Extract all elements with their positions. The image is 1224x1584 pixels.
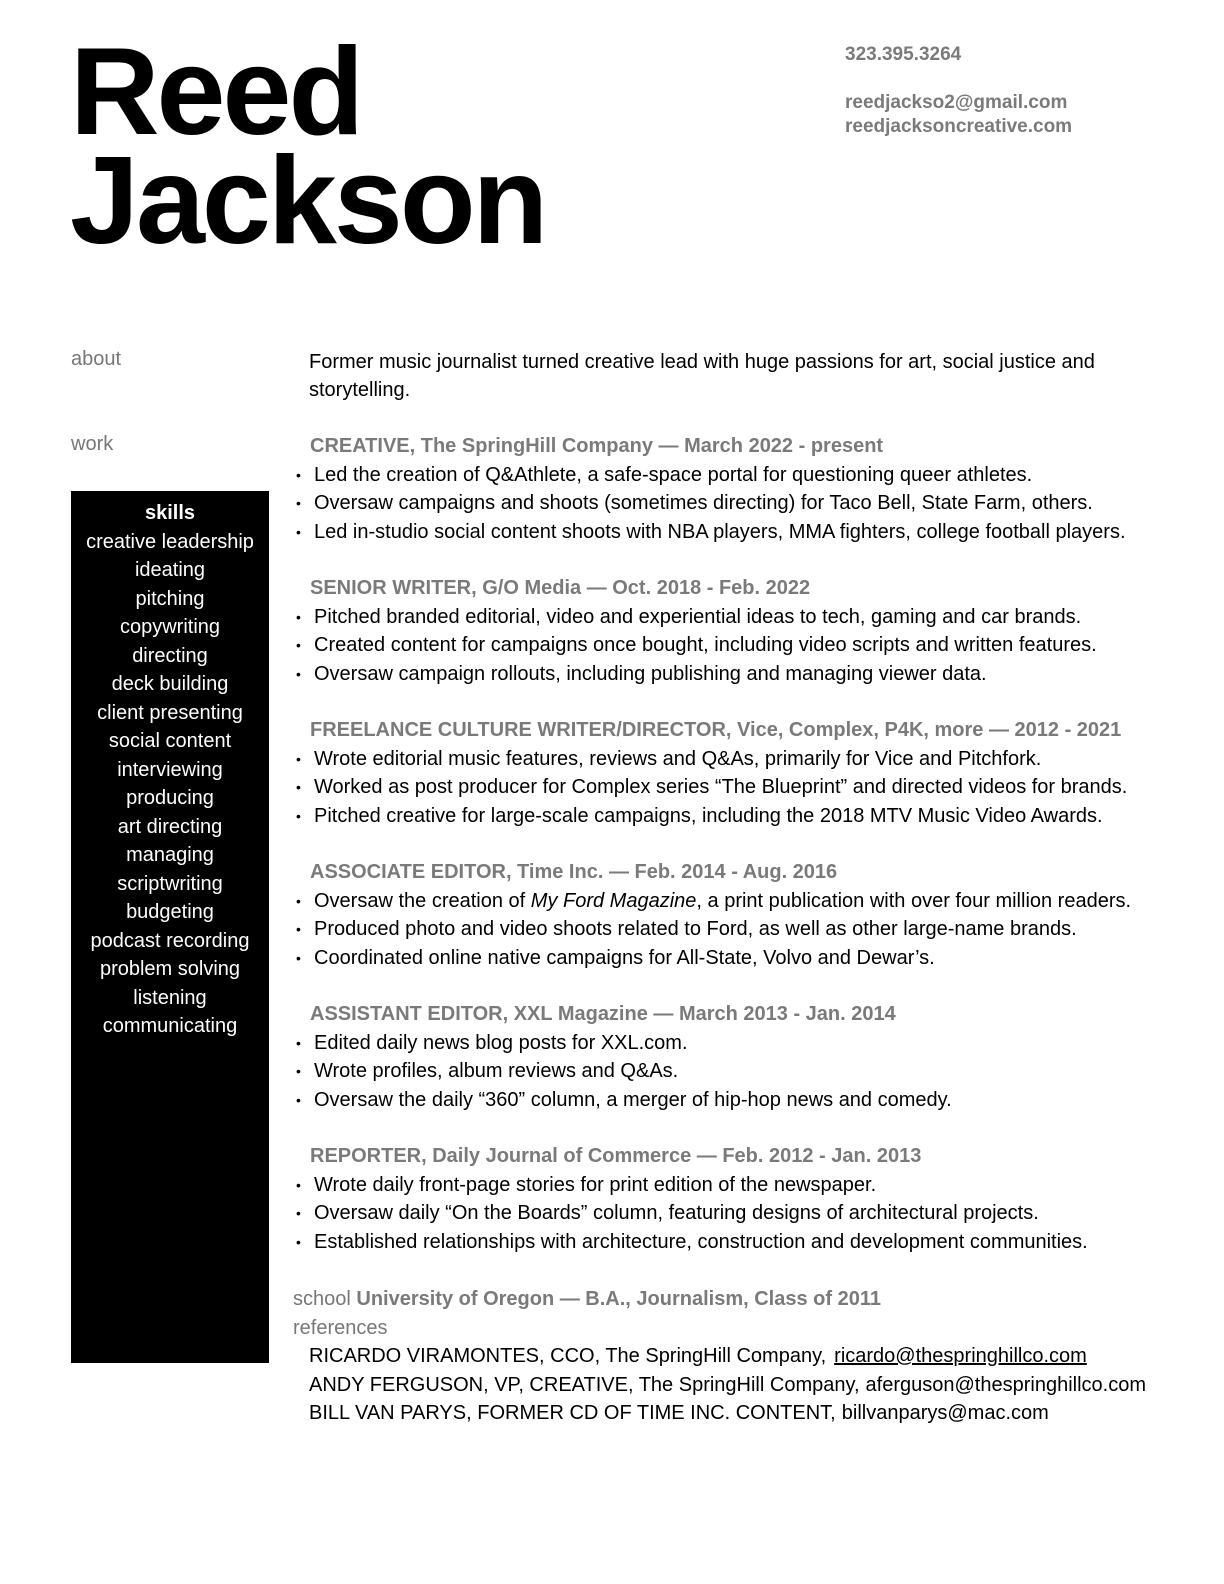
skill-item: budgeting (126, 901, 214, 923)
job-bullet: • Wrote daily front-page stories for print edition of the newspaper. (290, 1171, 1190, 1200)
job-bullet: • Worked as post producer for Complex series “The Blueprint” and directed videos for brands. (290, 773, 1190, 802)
skills-list (71, 528, 269, 1041)
skill-item: podcast recording (90, 929, 250, 952)
job-entry (290, 574, 1190, 688)
reference-name: BILL VAN PARYS, FORMER CD OF TIME INC. CONTENT, (309, 1402, 836, 1424)
job-bullet: • Pitched creative for large-scale campaigns, including the 2018 MTV Music Video Awards. (290, 802, 1190, 831)
skill-item: managing (126, 844, 214, 866)
reference-item (309, 1342, 1146, 1371)
job-entry (290, 1142, 1190, 1256)
skill-item: producing (126, 787, 214, 809)
job-bullets (290, 603, 1190, 689)
job-entry (290, 716, 1190, 830)
contact-info (845, 43, 1072, 139)
phone-number: 323.395.3264 (845, 44, 962, 65)
reference-name: ANDY FERGUSON, VP, CREATIVE, The SpringHill Company, (309, 1373, 860, 1396)
education (293, 1285, 881, 1314)
skill-item: creative leadership (86, 530, 254, 553)
job-heading: FREELANCE CULTURE WRITER/DIRECTOR, Vice, Complex, P4K, more — 2012 - 2021 (310, 719, 1122, 741)
reference-email: aferguson@thespringhillco.com (865, 1373, 1146, 1396)
job-bullet: • Wrote editorial music features, reviews and Q&As, primarily for Vice and Pitchfork. (290, 745, 1190, 774)
email-address: reedjackso2@gmail.com (845, 92, 1068, 113)
skills-panel (71, 491, 269, 1363)
reference-email: billvanparys@mac.com (841, 1402, 1049, 1424)
job-entry (290, 1000, 1190, 1114)
last-name: Jackson (70, 132, 546, 270)
skill-item: ideating (134, 559, 206, 581)
job-heading: SENIOR WRITER, G/O Media — Oct. 2018 - Feb. 2022 (310, 577, 811, 599)
skill-item: interviewing (117, 758, 223, 781)
job-bullets (290, 461, 1190, 547)
job-bullet: • Established relationships with architecture, construction and development communities. (290, 1228, 1190, 1257)
reference-item (309, 1399, 1146, 1428)
about-label: about (71, 348, 122, 370)
skill-item: communicating (102, 1015, 238, 1037)
job-bullets (290, 887, 1190, 973)
candidate-name (70, 23, 546, 270)
job-bullet: • Led the creation of Q&Athlete, a safe-space portal for questioning queer athletes. (290, 461, 1190, 490)
references-label: references (293, 1317, 388, 1339)
work-history (290, 432, 1190, 1284)
job-heading: CREATIVE, The SpringHill Company — March 2022 - present (310, 435, 884, 457)
job-bullet: • Coordinated online native campaigns for All-State, Volvo and Dewar’s. (290, 944, 1190, 973)
skill-item: listening (133, 986, 207, 1009)
school-value: University of Oregon — B.A., Journalism, Class of 2011 (356, 1288, 881, 1310)
job-heading: ASSISTANT EDITOR, XXL Magazine — March 2013 - Jan. 2014 (310, 1003, 896, 1025)
job-bullet: • Created content for campaigns once bought, including video scripts and written features. (290, 631, 1190, 660)
skill-item: deck building (111, 673, 229, 695)
skill-item: scriptwriting (117, 872, 223, 895)
job-heading: ASSOCIATE EDITOR, Time Inc. — Feb. 2014 - Aug. 2016 (310, 861, 838, 883)
job-bullet: • Oversaw the creation of My Ford Magazine, a print publication with over four million readers. (290, 887, 1190, 916)
reference-email[interactable]: ricardo@thespringhillco.com (834, 1345, 1087, 1367)
skill-item: social content (108, 730, 232, 752)
about-text: Former music journalist turned creative lead with huge passions for art, social justice and storytelling. (309, 351, 1095, 401)
skill-item: art directing (117, 815, 223, 838)
job-bullet: • Oversaw the daily “360” column, a merger of hip-hop news and comedy. (290, 1086, 1190, 1115)
work-label: work (71, 433, 114, 455)
skill-item: client presenting (97, 701, 243, 724)
job-entry (290, 432, 1190, 546)
job-bullets (290, 1029, 1190, 1115)
skill-item: problem solving (99, 958, 241, 980)
job-bullet: • Oversaw daily “On the Boards” column, featuring designs of architectural projects. (290, 1199, 1190, 1228)
job-bullet: • Edited daily news blog posts for XXL.com. (290, 1029, 1190, 1058)
job-bullet: • Oversaw campaigns and shoots (sometimes directing) for Taco Bell, State Farm, others. (290, 489, 1190, 518)
skill-item: copywriting (119, 616, 221, 638)
school-label: school (293, 1288, 351, 1310)
job-bullet: • Led in-studio social content shoots with NBA players, MMA fighters, college football players. (290, 518, 1190, 547)
first-name: Reed (70, 23, 362, 161)
references-list (309, 1342, 1146, 1428)
job-heading: REPORTER, Daily Journal of Commerce — Feb. 2012 - Jan. 2013 (310, 1145, 922, 1167)
skills-title: skills (144, 502, 196, 524)
job-bullets (290, 745, 1190, 831)
job-bullet: • Oversaw campaign rollouts, including publishing and managing viewer data. (290, 660, 1190, 689)
job-bullets (290, 1171, 1190, 1257)
website: reedjacksoncreative.com (845, 116, 1073, 137)
job-bullet: • Pitched branded editorial, video and experiential ideas to tech, gaming and car brands. (290, 603, 1190, 632)
job-bullet: • Produced photo and video shoots related to Ford, as well as other large-name brands. (290, 915, 1190, 944)
skill-item: pitching (135, 587, 205, 610)
job-bullet: • Wrote profiles, album reviews and Q&As. (290, 1057, 1190, 1086)
reference-item (309, 1371, 1146, 1400)
reference-name: RICARDO VIRAMONTES, CCO, The SpringHill Company, (309, 1345, 827, 1367)
job-entry (290, 858, 1190, 972)
skill-item: directing (132, 644, 208, 667)
